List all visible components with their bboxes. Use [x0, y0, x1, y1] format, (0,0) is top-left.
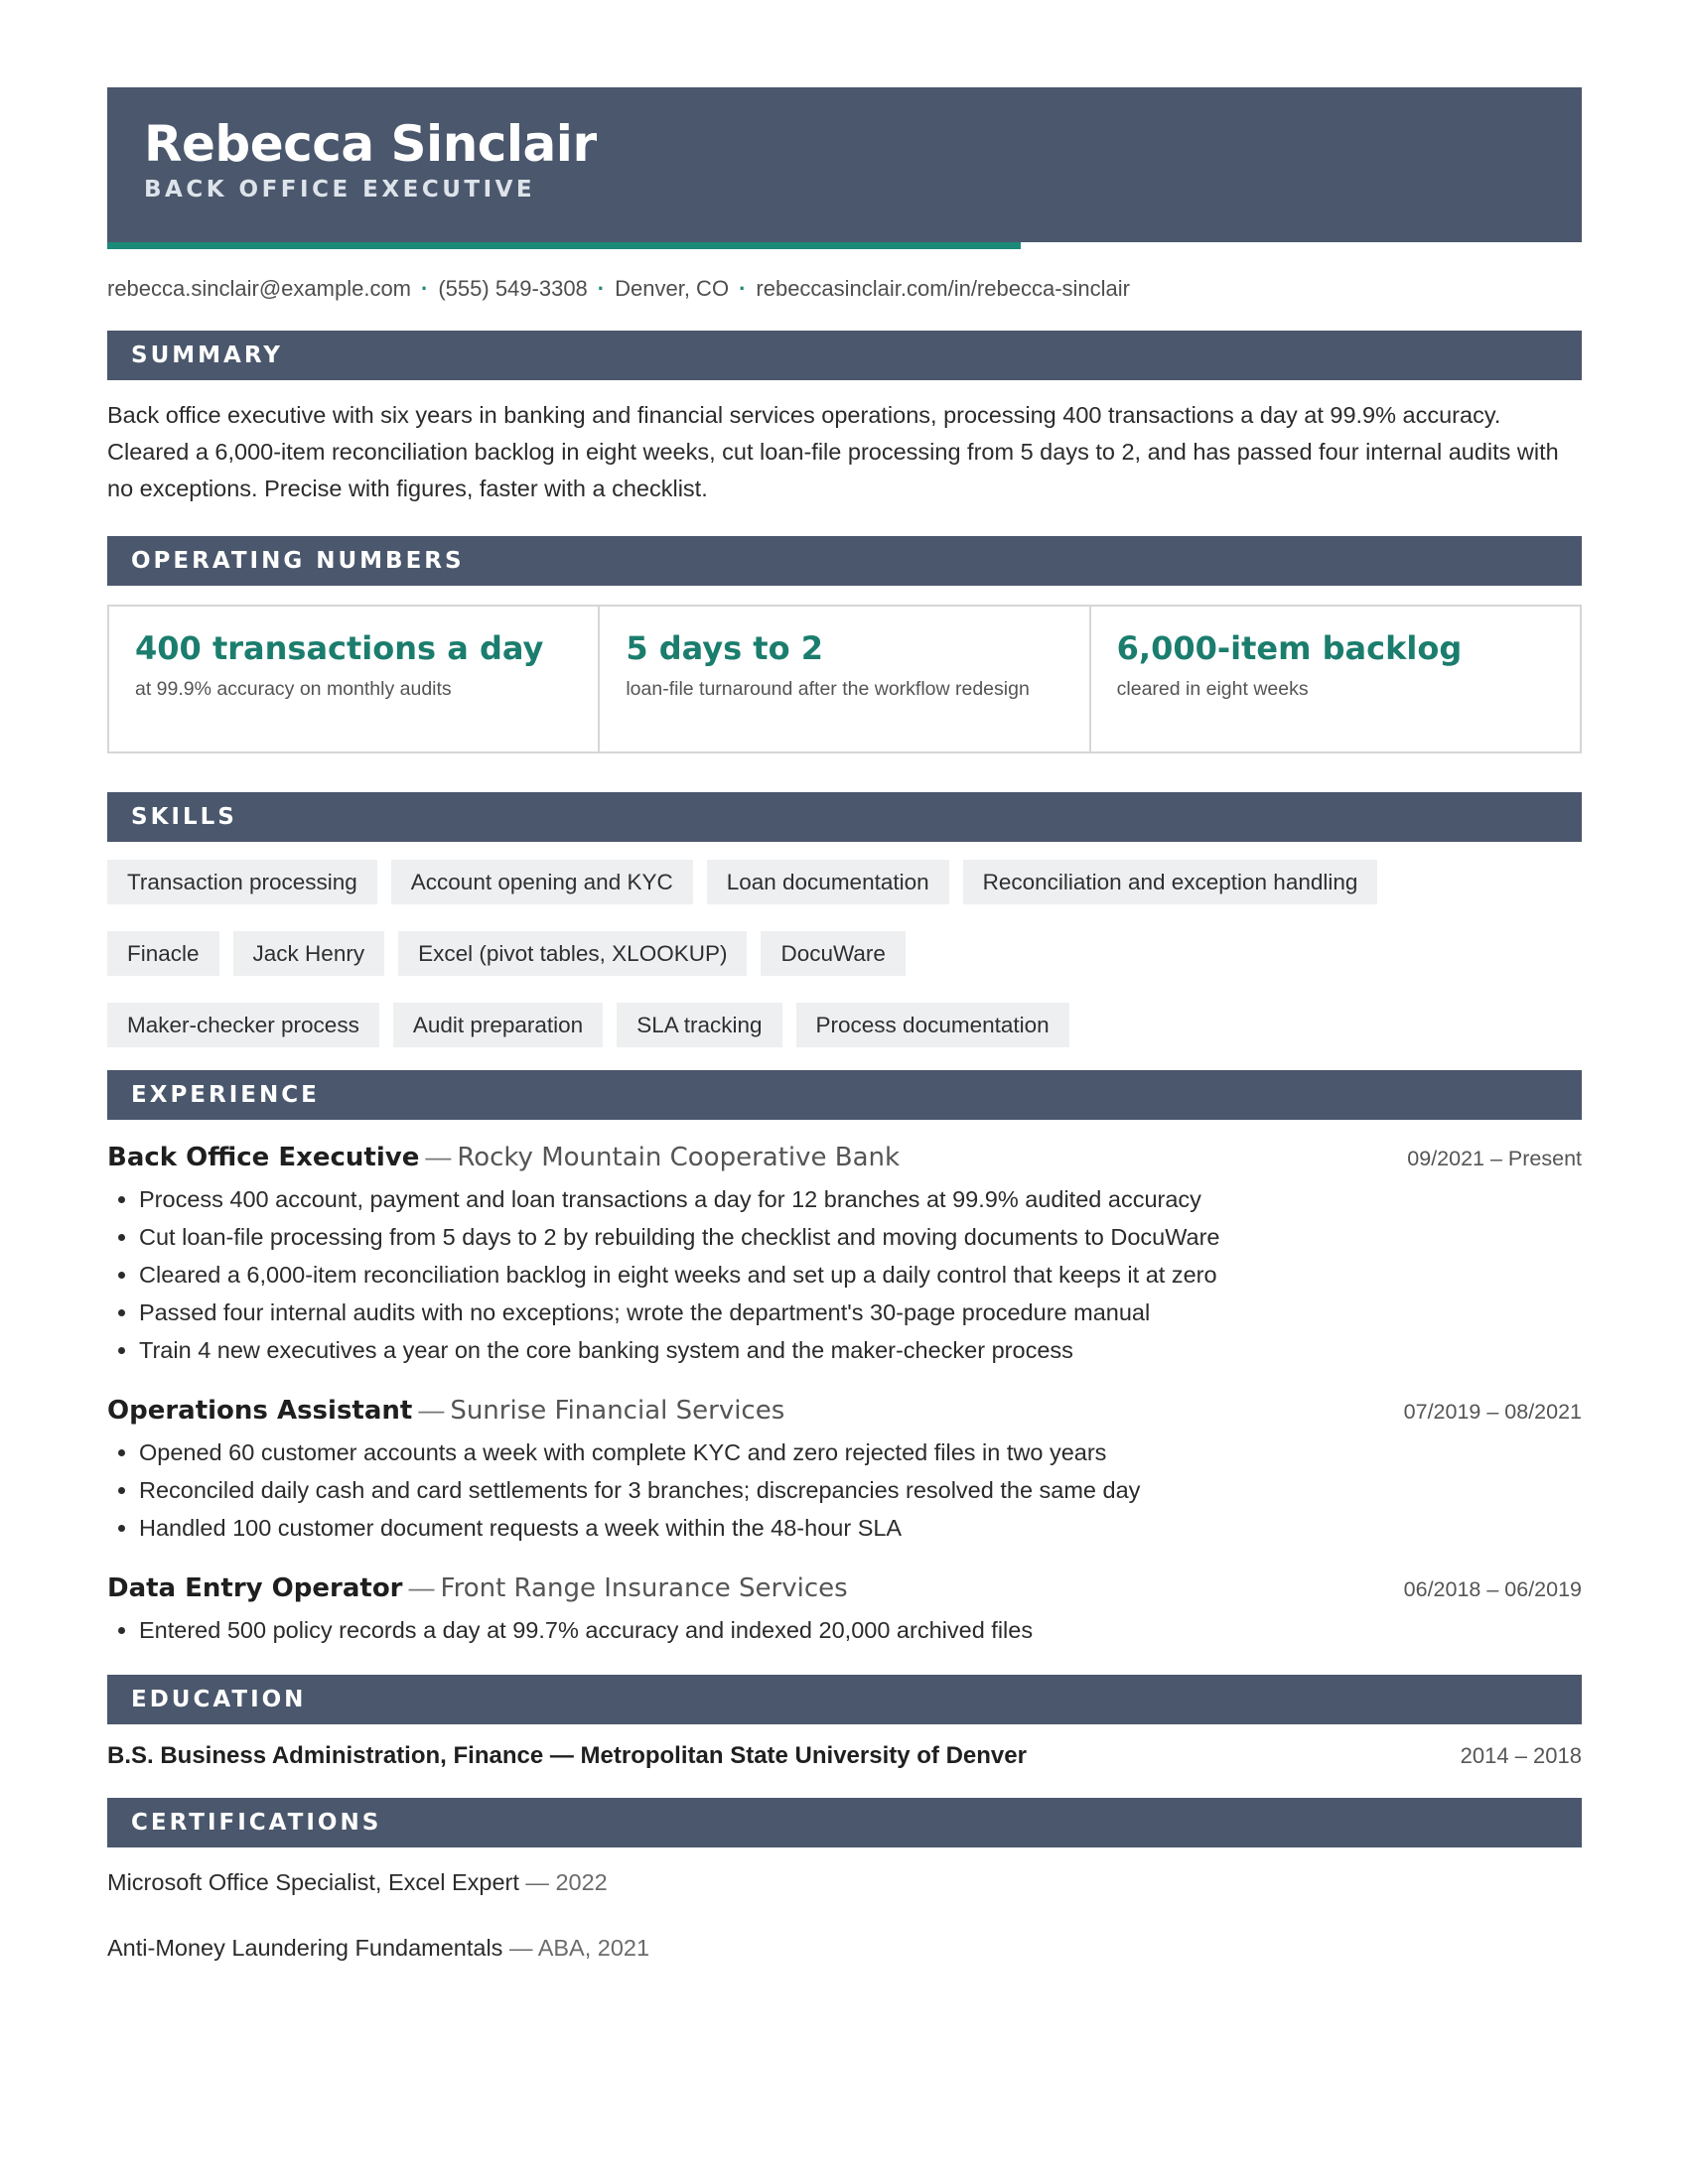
job-company: Sunrise Financial Services [450, 1396, 785, 1426]
certification-meta: — 2022 [518, 1869, 608, 1895]
resume-page [107, 87, 1582, 1980]
job-bullet: • Passed four internal audits with no exceptions; wrote the department's 30-page procedure manual [139, 1294, 1582, 1331]
contact-separator: · [421, 276, 429, 301]
skill-chip: Finacle [107, 931, 219, 976]
job-bullet: • Handled 100 customer document requests a week within the 48-hour SLA [139, 1509, 1582, 1547]
metrics-grid [107, 605, 1582, 753]
job-company: Rocky Mountain Cooperative Bank [457, 1143, 901, 1172]
certification-name: Microsoft Office Specialist, Excel Expert [107, 1869, 519, 1895]
job-bullet: • Cut loan-file processing from 5 days to 2 by rebuilding the checklist and moving documents to DocuWare [139, 1218, 1582, 1256]
skill-chip: Reconciliation and exception handling [963, 860, 1378, 904]
contact-phone[interactable]: (555) 549-3308 [438, 276, 588, 301]
job-bullets [107, 1611, 1582, 1649]
header-accent-bar [107, 242, 1021, 249]
contact-location: Denver, CO [615, 276, 730, 301]
job-dash: — [425, 1142, 452, 1171]
skill-chip: Transaction processing [107, 860, 377, 904]
job-bullet: • Train 4 new executives a year on the core banking system and the maker-checker process [139, 1331, 1582, 1369]
metric-value: 400 transactions a day [135, 629, 544, 667]
contact-email[interactable]: rebecca.sinclair@example.com [107, 276, 412, 301]
certifications-list [107, 1849, 1582, 1980]
skills-list [107, 860, 1582, 1047]
job-dash: — [418, 1395, 445, 1425]
metric-caption: at 99.9% accuracy on monthly audits [135, 678, 452, 700]
skills-row [107, 860, 1582, 904]
contact-website[interactable]: rebeccasinclair.com/in/rebecca-sinclair [756, 276, 1130, 301]
job-bullet: • Entered 500 policy records a day at 99.7% accuracy and indexed 20,000 archived files [139, 1611, 1582, 1649]
candidate-role: BACK OFFICE EXECUTIVE [144, 177, 536, 203]
job-title: Operations Assistant [107, 1396, 413, 1426]
metric-value: 6,000-item backlog [1116, 629, 1463, 667]
section-heading-operating-numbers: OPERATING NUMBERS [107, 536, 1582, 586]
metric-caption: cleared in eight weeks [1116, 678, 1309, 700]
metric-card [1091, 607, 1580, 751]
metric-card [109, 607, 600, 751]
job-bullet: • Process 400 account, payment and loan transactions a day for 12 branches at 99.9% audited accuracy [139, 1180, 1582, 1218]
skill-chip: Loan documentation [707, 860, 949, 904]
contact-separator: · [597, 276, 606, 301]
education-entry [107, 1742, 1582, 1770]
education-degree: B.S. Business Administration, Finance — Metropolitan State University of Denver [107, 1742, 1027, 1769]
job-bullets [107, 1180, 1582, 1369]
experience-header [107, 1142, 1582, 1172]
education-dates: 2014 – 2018 [1460, 1743, 1582, 1768]
metric-card [600, 607, 1090, 751]
contact-line [107, 274, 1582, 304]
metric-caption: loan-file turnaround after the workflow redesign [626, 678, 1030, 700]
job-dates: 07/2019 – 08/2021 [1403, 1400, 1582, 1424]
skill-chip: Process documentation [796, 1003, 1069, 1047]
section-heading-skills: SKILLS [107, 792, 1582, 842]
job-bullet: • Cleared a 6,000-item reconciliation backlog in eight weeks and set up a daily control that keeps it at zero [139, 1256, 1582, 1294]
job-dates: 06/2018 – 06/2019 [1403, 1577, 1582, 1601]
job-bullet: • Opened 60 customer accounts a week with complete KYC and zero rejected files in two years [139, 1433, 1582, 1471]
job-dash: — [408, 1572, 435, 1602]
job-title: Back Office Executive [107, 1143, 420, 1172]
experience-entry [107, 1572, 1582, 1649]
skills-row [107, 1003, 1582, 1047]
section-heading-education: EDUCATION [107, 1675, 1582, 1724]
contact-separator: · [739, 276, 747, 301]
experience-header [107, 1572, 1582, 1603]
section-heading-summary: SUMMARY [107, 331, 1582, 380]
resume-header [107, 87, 1582, 242]
job-dates: 09/2021 – Present [1407, 1147, 1582, 1170]
experience-entry [107, 1395, 1582, 1547]
certification-item [107, 1849, 1582, 1915]
job-bullets [107, 1433, 1582, 1547]
certification-meta: — ABA, 2021 [502, 1935, 650, 1961]
section-heading-experience: EXPERIENCE [107, 1070, 1582, 1120]
skill-chip: DocuWare [761, 931, 905, 976]
section-heading-certifications: CERTIFICATIONS [107, 1798, 1582, 1847]
summary-text: Back office executive with six years in banking and financial services operations, processing 400 transactions a day at 99.9% accuracy. Cleared a 6,000-item reconciliation backlog in eight weeks, cut loan-file processing from 5 days to 2, and has passed four internal audits with no exceptions. Precise with figures, faster with a checklist. [107, 402, 1559, 501]
experience-entry [107, 1142, 1582, 1369]
job-company: Front Range Insurance Services [440, 1573, 848, 1603]
certification-name: Anti-Money Laundering Fundamentals [107, 1935, 503, 1961]
skills-row [107, 931, 1582, 976]
certification-item [107, 1915, 1582, 1980]
experience-header [107, 1395, 1582, 1426]
skill-chip: Excel (pivot tables, XLOOKUP) [398, 931, 747, 976]
skill-chip: Jack Henry [233, 931, 385, 976]
job-title: Data Entry Operator [107, 1573, 403, 1603]
skill-chip: Account opening and KYC [391, 860, 693, 904]
skill-chip: SLA tracking [617, 1003, 781, 1047]
skill-chip: Maker-checker process [107, 1003, 379, 1047]
job-bullet: • Reconciled daily cash and card settlements for 3 branches; discrepancies resolved the same day [139, 1471, 1582, 1509]
candidate-name: Rebecca Sinclair [144, 115, 597, 173]
skill-chip: Audit preparation [393, 1003, 603, 1047]
metric-value: 5 days to 2 [626, 629, 823, 667]
